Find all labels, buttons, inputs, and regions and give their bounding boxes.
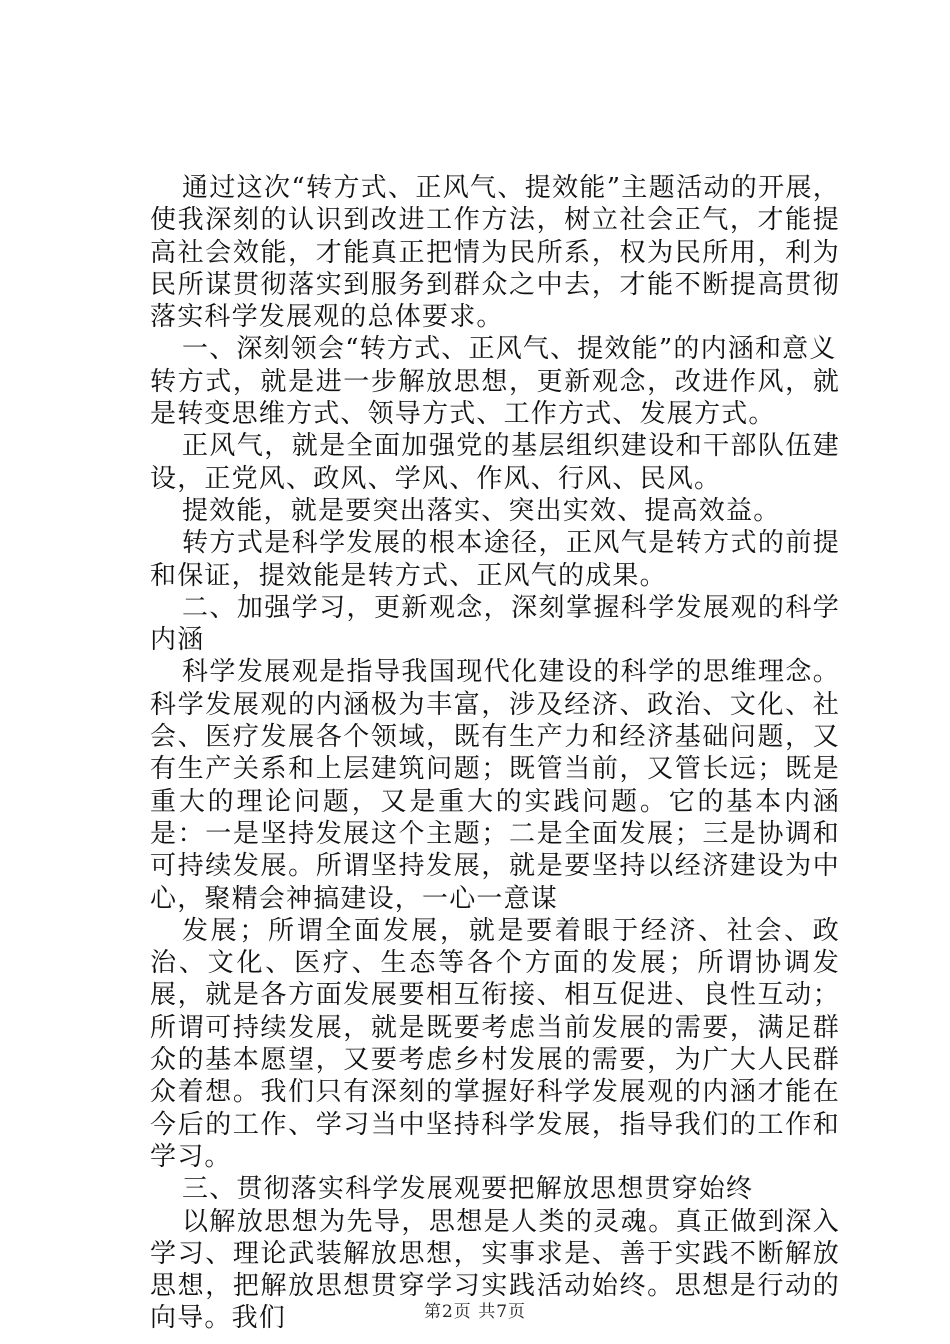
paragraph-zhuanfangshi: 转方式，就是进一步解放思想，更新观念，改进作风，就是转变思维方式、领导方式、工作方式、发展方式。 (150, 366, 840, 430)
paragraph-liberate-thought: 以解放思想为先导，思想是人类的灵魂。真正做到深入学习、理论武装解放思想，实事求是、善于实践不断解放思想，把解放思想贯穿学习实践活动始终。思想是行动的向导。我们 (150, 1206, 840, 1334)
heading-section-2: 二、加强学习，更新观念，深刻掌握科学发展观的科学内涵 (150, 592, 840, 656)
body-text (150, 172, 840, 1335)
heading-section-1: 一、深刻领会“转方式、正风气、提效能”的内涵和意义 (182, 334, 837, 365)
paragraph-intro: 通过这次“转方式、正风气、提效能”主题活动的开展，使我深刻的认识到改进工作方法，树立社会正气，才能提高社会效能，才能真正把情为民所系，权为民所用，利为民所谋贯彻落实到服务到群众之中去，才能不断提高贯彻落实科学发展观的总体要求。 (150, 173, 840, 333)
heading-section-3: 三、贯彻落实科学发展观要把解放思想贯穿始终 (182, 1174, 754, 1205)
paragraph-relationship: 转方式是科学发展的根本途径，正风气是转方式的前提和保证，提效能是转方式、正风气的成果。 (150, 528, 840, 591)
paragraph-tixiaoneng: 提效能，就是要突出落实、突出实效、提高效益。 (182, 495, 781, 526)
paragraph-development: 发展；所谓全面发展，就是要着眼于经济、社会、政治、文化、医疗、生态等各个方面的发展；所谓协调发展，就是各方面发展要相互衔接、相互促进、良性互动；所谓可持续发展，就是既要考虑当前发展的需要，满足群众的基本愿望，又要考虑乡村发展的需要，为广大人民群众着想。我们只有深刻的掌握好科学发展观的内涵才能在今后的工作、学习当中坚持科学发展，指导我们的工作和学习。 (150, 915, 840, 1172)
page-number: 第2页 共7页 (423, 1302, 527, 1322)
paragraph-zhengfengqi: 正风气，就是全面加强党的基层组织建设和干部队伍建设，正党风、政风、学风、作风、行风、民风。 (150, 431, 840, 494)
paragraph-scientific-outlook: 科学发展观是指导我国现代化建设的科学的思维理念。科学发展观的内涵极为丰富，涉及经济、政治、文化、社会、医疗发展各个领域，既有生产力和经济基础问题，又有生产关系和上层建筑问题；既管当前，又管长远；既是重大的理论问题，又是重大的实践问题。它的基本内涵是：一是坚持发展这个主题；二是全面发展；三是协调和可持续发展。所谓坚持发展，就是要坚持以经济建设为中心，聚精会神搞建设，一心一意谋 (150, 657, 840, 914)
